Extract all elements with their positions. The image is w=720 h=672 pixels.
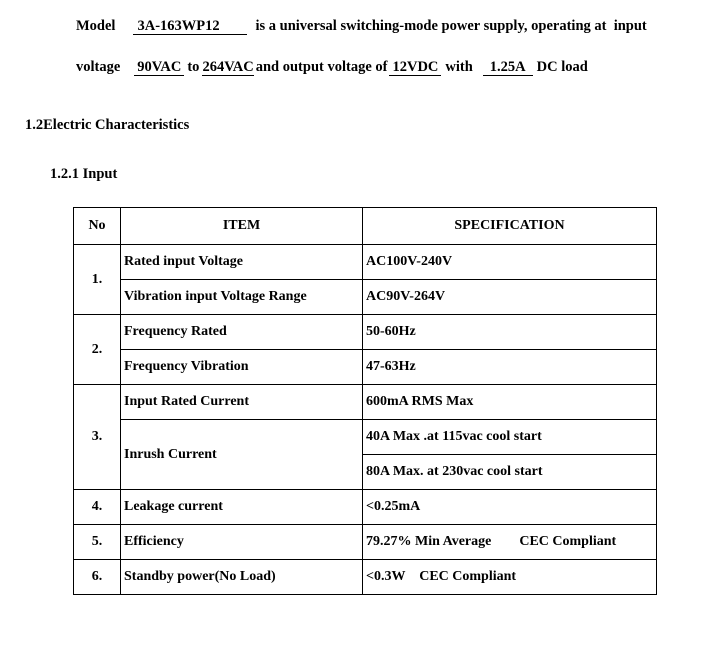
- row-item: Rated input Voltage: [121, 245, 363, 280]
- table-row: [74, 560, 657, 595]
- with-word: with: [445, 59, 473, 75]
- table-row: [74, 525, 657, 560]
- header-specification: SPECIFICATION: [363, 208, 657, 245]
- vout: 12VDC: [389, 60, 441, 76]
- row-no: 2.: [74, 315, 121, 385]
- row-item: Input Rated Current: [121, 385, 363, 420]
- row-item: Efficiency: [121, 525, 363, 560]
- row-spec: <0.3W CEC Compliant: [363, 560, 657, 595]
- row-no: 3.: [74, 385, 121, 490]
- row-no: 5.: [74, 525, 121, 560]
- row-spec: 600mA RMS Max: [363, 385, 657, 420]
- to-word: to: [187, 59, 200, 75]
- row-spec: 79.27% Min Average CEC Compliant: [363, 525, 657, 560]
- voltage-label: voltage: [76, 59, 121, 75]
- intro-sentence-1: is a universal switching-mode power supply, operating at input: [255, 18, 647, 34]
- table-row: [74, 490, 657, 525]
- row-spec: <0.25mA: [363, 490, 657, 525]
- table-row: [74, 385, 657, 420]
- row-item: Leakage current: [121, 490, 363, 525]
- table-row: [74, 315, 657, 350]
- row-spec: AC90V-264V: [363, 280, 657, 315]
- row-spec: 40A Max .at 115vac cool start: [363, 420, 657, 455]
- subsection-title: 1.2.1 Input: [50, 166, 118, 182]
- row-item: Vibration input Voltage Range: [121, 280, 363, 315]
- row-item: Standby power(No Load): [121, 560, 363, 595]
- section-title: 1.2Electric Characteristics: [25, 117, 190, 133]
- row-item: Inrush Current: [121, 420, 363, 490]
- row-spec: 80A Max. at 230vac cool start: [363, 455, 657, 490]
- row-spec: 50-60Hz: [363, 315, 657, 350]
- table-row: [74, 350, 657, 385]
- table-row: [74, 245, 657, 280]
- row-spec: 47-63Hz: [363, 350, 657, 385]
- row-no: 6.: [74, 560, 121, 595]
- vin-min: 90VAC: [134, 60, 184, 76]
- table-row: [74, 420, 657, 455]
- table-header-row: [74, 208, 657, 245]
- load-value: 1.25A: [483, 60, 533, 76]
- header-no: No: [74, 208, 121, 245]
- model-value: 3A-163WP12: [133, 19, 247, 35]
- input-spec-table: [73, 207, 657, 595]
- intro-line-1: [76, 17, 647, 35]
- row-spec: AC100V-240V: [363, 245, 657, 280]
- vin-max: 264VAC: [202, 59, 254, 75]
- intro-line-2: [76, 58, 588, 76]
- output-text: and output voltage of: [255, 59, 388, 75]
- row-no: 4.: [74, 490, 121, 525]
- header-item: ITEM: [121, 208, 363, 245]
- row-item: Frequency Vibration: [121, 350, 363, 385]
- row-no: 1.: [74, 245, 121, 315]
- load-suffix: DC load: [536, 59, 588, 75]
- model-label: Model: [76, 18, 116, 34]
- row-item: Frequency Rated: [121, 315, 363, 350]
- table-row: [74, 280, 657, 315]
